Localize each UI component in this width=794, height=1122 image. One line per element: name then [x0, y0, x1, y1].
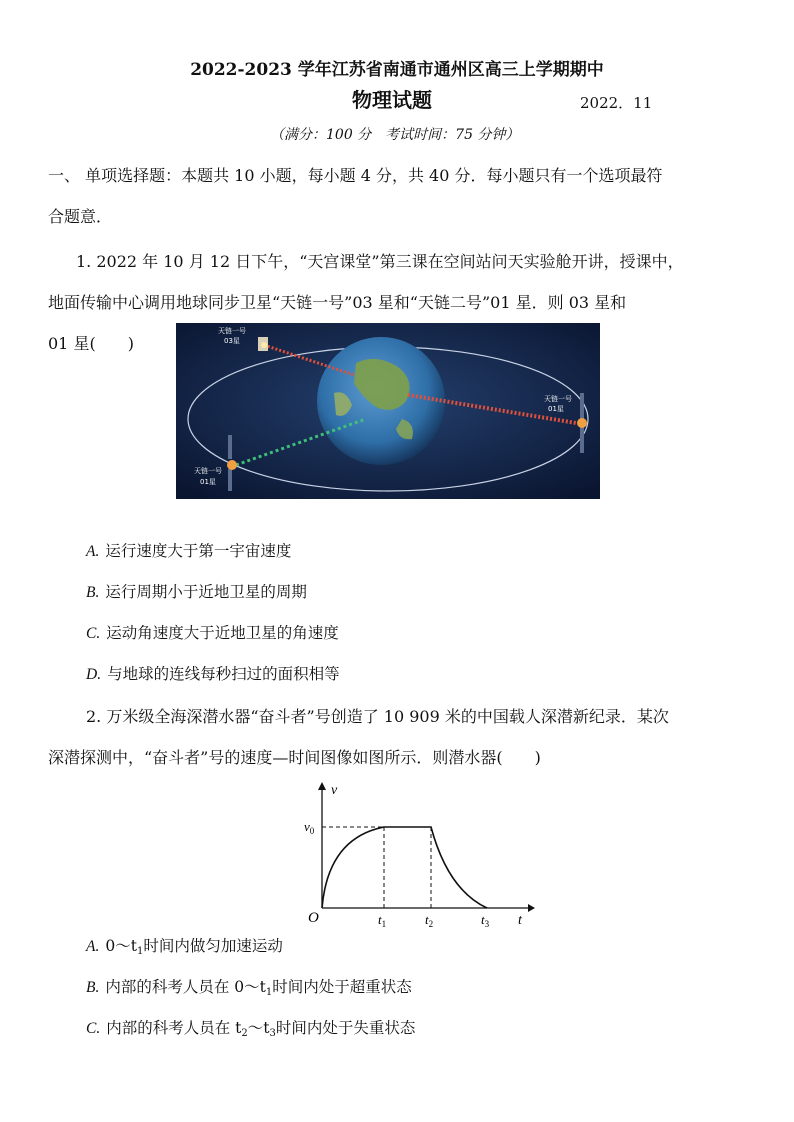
exam-subtitle: 物理试题 [352, 88, 432, 112]
q2-option-b[interactable] [86, 977, 412, 1003]
q2-option-c-sub: 2 [241, 1028, 248, 1039]
label-sat03-line2: 03星 [224, 337, 240, 345]
q1-option-a-text: 运行速度大于第一宇宙速度 [105, 542, 292, 560]
t2-label-main: t [425, 912, 429, 927]
velocity-curve [322, 827, 487, 908]
t-axis-label: t [518, 913, 522, 928]
label-sat01-line2: 01星 [200, 478, 216, 486]
section-heading-line1: 一、 单项选择题：本题共 10 小题，每小题 4 分，共 40 分．每小题只有一个选项最符 [48, 166, 663, 185]
v-axis-label: v [331, 783, 338, 798]
q2-option-b-pre: 内部的科考人员在 0～t [105, 978, 266, 996]
q2-option-a[interactable] [86, 936, 283, 962]
label-sat01-line1: 天链一号 [194, 467, 222, 475]
q1-stem-line1: 1. 2022 年 10 月 12 日下午，“天宫课堂”第三课在空间站问天实验舱开讲，授课中， [76, 252, 684, 271]
satellite-03-icon [258, 337, 268, 351]
t3-label-sub: 3 [484, 919, 490, 929]
t1-label [378, 912, 386, 929]
t2-label [425, 912, 433, 929]
q1-option-c[interactable] [86, 623, 339, 644]
q1-stem-line3: 01 星( ) [48, 334, 134, 353]
label-sat-right-line2: 01星 [548, 405, 564, 413]
q1-option-b[interactable] [86, 582, 307, 603]
t1-label-main: t [378, 912, 382, 927]
q1-option-d-letter: D. [86, 666, 102, 683]
t3-label [481, 912, 490, 929]
satellite-orbit-figure [176, 323, 600, 499]
q1-option-a-letter: A. [86, 543, 100, 560]
label-sat-right-line1: 天链一号 [544, 395, 572, 403]
q2-option-a-pre: 0～t [105, 937, 137, 955]
v0-label [304, 819, 315, 836]
t1-label-sub: 1 [381, 919, 387, 929]
q2-option-c-mid: ～t [247, 1019, 270, 1037]
q1-option-d-text: 与地球的连线每秒扫过的面积相等 [107, 665, 340, 683]
q1-option-c-letter: C. [86, 625, 101, 642]
q2-option-c[interactable] [86, 1018, 415, 1044]
q2-option-b-post: 时间内处于超重状态 [272, 978, 412, 996]
v0-label-sub: 0 [309, 826, 315, 836]
exam-date: 2022．11 [580, 94, 653, 112]
q1-option-b-letter: B. [86, 584, 100, 601]
t-axis-arrow [528, 904, 535, 912]
v-axis-arrow [318, 782, 326, 790]
q2-option-a-letter: A. [86, 938, 100, 955]
v0-label-main: v [304, 819, 310, 834]
q1-option-c-text: 运动角速度大于近地卫星的角速度 [106, 624, 339, 642]
q2-option-c-pre: 内部的科考人员在 t [106, 1019, 242, 1037]
q2-option-c-post: 时间内处于失重状态 [275, 1019, 416, 1037]
q1-option-b-text: 运行周期小于近地卫星的周期 [105, 583, 307, 601]
exam-title: 2022-2023 学年江苏省南通市通州区高三上学期期中 [190, 60, 604, 80]
q1-option-d[interactable] [86, 664, 340, 685]
label-sat03-line1: 天链一号 [218, 327, 246, 335]
q1-option-a[interactable] [86, 541, 291, 562]
score-info: （满分：100 分 考试时间：75 分钟） [270, 127, 520, 143]
section-heading-line2: 合题意． [48, 207, 113, 226]
q2-option-b-letter: B. [86, 979, 100, 996]
origin-label: O [308, 910, 319, 926]
velocity-time-graph [300, 780, 535, 930]
q2-option-a-post: 时间内做匀加速运动 [143, 937, 283, 955]
q1-stem-line2: 地面传输中心调用地球同步卫星“天链一号”03 星和“天链二号”01 星．则 03 星和 [48, 293, 627, 312]
q2-option-b-sub: 1 [265, 987, 273, 998]
q2-option-c-sub2: 3 [269, 1028, 276, 1039]
q2-stem-line1: 2. 万米级全海深潜水器“奋斗者”号创造了 10 909 米的中国载人深潜新纪录．某次 [86, 707, 669, 726]
t3-label-main: t [481, 912, 485, 927]
q2-option-a-sub: 1 [136, 946, 144, 957]
t2-label-sub: 2 [428, 919, 434, 929]
q2-option-c-letter: C. [86, 1020, 101, 1037]
q2-stem-line2: 深潜探测中，“奋斗者”号的速度—时间图像如图所示．则潜水器( ) [48, 748, 541, 767]
